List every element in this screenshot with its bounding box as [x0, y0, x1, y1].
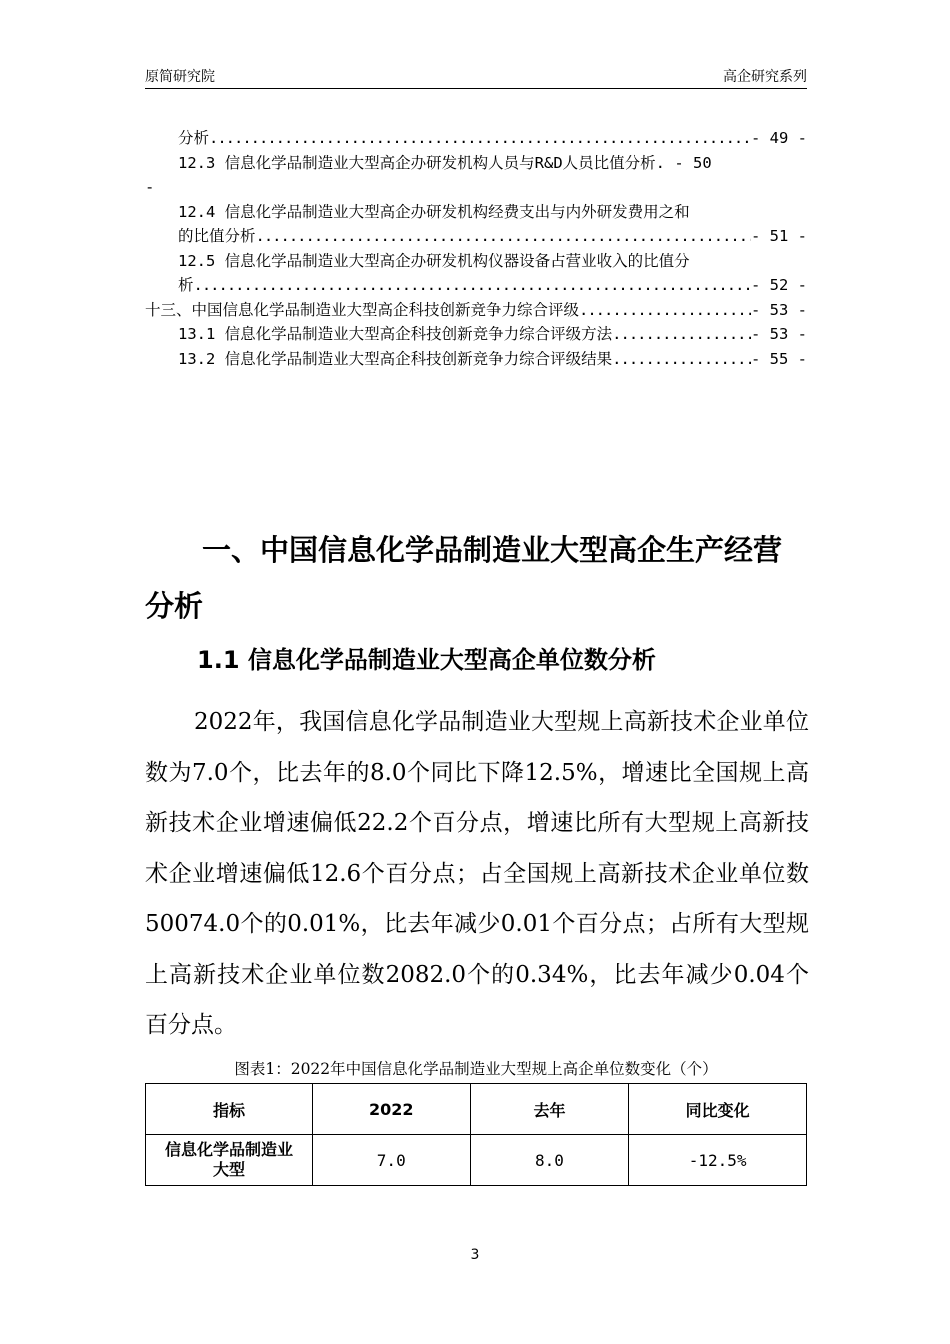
table-row	[146, 1135, 807, 1186]
toc-title: 12.5 信息化学品制造业大型高企办研发机构仪器设备占营业收入的比值分	[178, 251, 690, 270]
header-left: 原简研究院	[145, 69, 215, 85]
toc-leader	[612, 347, 751, 372]
toc-title: 13.1 信息化学品制造业大型高企科技创新竞争力综合评级方法	[178, 325, 613, 343]
toc-title: 分析	[178, 129, 210, 147]
column-header: 去年	[470, 1084, 629, 1135]
toc-entry[interactable]	[145, 298, 807, 323]
row-label	[146, 1135, 313, 1186]
toc-entry-continuation[interactable]	[145, 273, 807, 298]
table-of-contents	[145, 126, 807, 371]
toc-title: 十三、中国信息化学品制造业大型高企科技创新竞争力综合评级	[145, 300, 580, 319]
table-header-row	[146, 1084, 807, 1135]
toc-page: - 53 -	[751, 300, 807, 319]
toc-title: 13.2 信息化学品制造业大型高企科技创新竞争力综合评级结果	[178, 349, 613, 368]
toc-title: 的比值分析	[178, 227, 256, 245]
toc-title: 12.3 信息化学品制造业大型高企办研发机构人员与R&D人员比值分析	[178, 153, 656, 172]
column-header: 同比变化	[629, 1084, 807, 1135]
toc-page: - 55 -	[751, 349, 807, 368]
toc-leader	[579, 298, 751, 323]
section-heading-text: 一、中国信息化学品制造业大型高企生产经营分析	[145, 533, 783, 623]
toc-page: - 49 -	[751, 129, 807, 147]
toc-page: - 52 -	[751, 276, 807, 294]
toc-entry[interactable]	[145, 249, 807, 274]
toc-entry[interactable]	[145, 151, 807, 176]
cell-yoy-change: -12.5%	[629, 1135, 807, 1186]
toc-entry[interactable]	[145, 322, 807, 347]
body-paragraph: 2022年，我国信息化学品制造业大型规上高新技术企业单位数为7.0个，比去年的8.0个同比下降12.5%，增速比全国规上高新技术企业增速偏低22.2个百分点，增速比所有大型规上高新技术企业增速偏低12.6个百分点；占全国规上高新技术企业单位数50074.0个的0.01%，比去年减少0.01个百分点；占所有大型规上高新技术企业单位数2082.0个的0.34%，比去年减少0.04个百分点。	[145, 709, 809, 1038]
toc-leader	[209, 126, 751, 151]
toc-entry[interactable]	[145, 200, 807, 225]
toc-title: 12.4 信息化学品制造业大型高企办研发机构经费支出与内外研发费用之和	[178, 202, 690, 221]
cell-prev-year: 8.0	[470, 1135, 629, 1186]
data-table	[145, 1083, 807, 1186]
header-right: 高企研究系列	[723, 69, 807, 85]
toc-entry[interactable]	[145, 347, 807, 372]
column-header: 指标	[146, 1084, 313, 1135]
toc-page: - 51 -	[751, 227, 807, 245]
subsection-heading: 1.1 信息化学品制造业大型高企单位数分析	[197, 646, 656, 674]
row-label-text: 信息化学品制造业大型	[164, 1140, 293, 1179]
column-header: 2022	[312, 1084, 470, 1135]
toc-leader	[612, 322, 751, 347]
toc-leader	[256, 224, 751, 249]
toc-page: . - 50	[655, 153, 712, 172]
cell-2022: 7.0	[312, 1135, 470, 1186]
toc-title: 析	[178, 276, 194, 294]
section-heading	[145, 522, 809, 634]
toc-page-tail: -	[145, 178, 155, 196]
toc-entry[interactable]	[145, 126, 807, 151]
toc-entry-continuation	[145, 175, 807, 200]
page-number: 3	[470, 1247, 480, 1263]
toc-page: - 53 -	[751, 325, 807, 343]
table-caption: 图表1：2022年中国信息化学品制造业大型规上高企单位数变化（个）	[234, 1060, 718, 1078]
page-header	[145, 62, 807, 89]
toc-leader	[194, 273, 751, 298]
toc-entry-continuation[interactable]	[145, 224, 807, 249]
